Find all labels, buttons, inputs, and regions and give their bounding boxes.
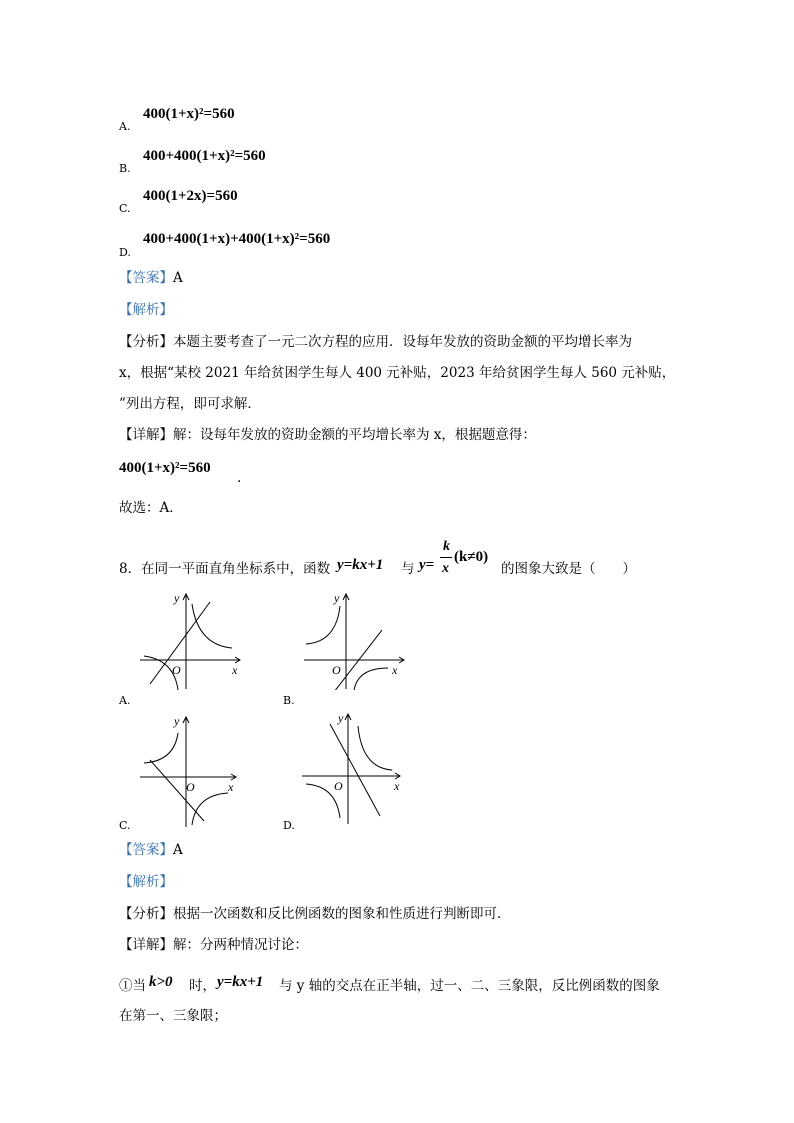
option-b-label: B.: [119, 162, 131, 175]
q7-fenxi-line2: x，根据“某校 2021 年给贫困学生每人 400 元补贴，2023 年给贫困学生每人 560 元补贴，: [119, 365, 676, 381]
answer-value: A: [173, 270, 183, 286]
linear-function-line: [330, 724, 380, 816]
q8-xiangjie-line: [119, 935, 308, 955]
x-axis-label: x: [228, 780, 234, 794]
y-axis-label: y: [334, 591, 340, 605]
hyperbola-branch-q1: [358, 726, 392, 770]
fenxi-tag: 【分析】: [119, 906, 173, 922]
hyperbola-branch-q4: [354, 668, 388, 690]
origin-label: O: [334, 779, 343, 793]
graph-c-label: C.: [119, 819, 131, 832]
fenxi-text: 本题主要考查了一元二次方程的应用．设每年发放的资助金额的平均增长率为: [173, 334, 632, 350]
q7-fenxi-line3: ”列出方程，即可求解．: [119, 396, 261, 412]
xiangjie-text: 解：分两种情况讨论：: [173, 937, 308, 953]
x-axis-label: x: [392, 663, 398, 677]
case1-rest: 与 y 轴的交点在正半轴，过一、二、三象限，反比例函数的图象: [279, 978, 660, 994]
answer-value: A: [173, 842, 183, 858]
origin-label: O: [172, 663, 181, 677]
xiangjie-tag: 【详解】: [119, 427, 173, 443]
x-axis-label: x: [232, 663, 238, 677]
graph-d-label: D.: [283, 819, 295, 832]
q8-func2-den: x: [442, 561, 449, 576]
answer-tag: 【答案】: [119, 270, 173, 286]
analysis-tag: 【解析】: [119, 302, 173, 318]
fraction-bar: [440, 557, 452, 558]
xiangjie-tag: 【详解】: [119, 937, 173, 953]
case1-condition: k>0: [149, 974, 173, 990]
hyperbola-branch-q2: [306, 606, 340, 644]
graph-b: [302, 590, 412, 690]
y-axis-label: y: [174, 715, 180, 728]
q7-conclusion: 故选：A．: [119, 500, 183, 516]
fenxi-text: 根据一次函数和反比例函数的图象和性质进行判断即可．: [173, 906, 511, 922]
q8-func2-num: k: [443, 539, 450, 554]
option-d-label: D.: [119, 246, 131, 259]
case1-prefix: ①当: [119, 978, 146, 994]
graph-d: [302, 712, 412, 827]
q7-xiangjie-line: [119, 425, 536, 445]
graph-a: [140, 590, 250, 690]
q7-solution-period: .: [237, 470, 242, 486]
q8-func2-cond: (k≠0): [454, 549, 489, 565]
fenxi-tag: 【分析】: [119, 334, 173, 350]
q8-func1: y=kx+1: [337, 557, 384, 573]
answer-tag: 【答案】: [119, 842, 173, 858]
analysis-tag: 【解析】: [119, 874, 173, 890]
q7-answer-line: [119, 268, 183, 288]
q8-fenxi-line: [119, 904, 511, 924]
q8-case1-line1: [119, 972, 679, 998]
origin-label: O: [186, 780, 195, 794]
q7-solution-equation: 400(1+x)²=560: [119, 460, 211, 476]
q8-conj: 与: [401, 561, 415, 577]
origin-label: O: [332, 663, 341, 677]
y-axis-label: y: [174, 591, 180, 605]
case1-shi: 时，: [189, 978, 216, 994]
x-axis-label: x: [394, 779, 400, 793]
q8-answer-line: [119, 840, 183, 860]
hyperbola-branch-q1: [192, 604, 232, 648]
option-c-equation: 400(1+2x)=560: [143, 188, 238, 204]
graph-c: [140, 715, 250, 830]
option-a-label: A.: [119, 120, 131, 133]
graph-a-label: A.: [119, 694, 131, 707]
case1-function: y=kx+1: [217, 974, 264, 990]
option-c-label: C.: [119, 202, 131, 215]
option-a-equation: 400(1+x)²=560: [143, 106, 235, 122]
hyperbola-branch-q2: [144, 733, 178, 763]
q7-fenxi-line1: [119, 332, 632, 352]
y-axis-label: y: [338, 712, 344, 725]
q8-stem-prefix: 8．在同一平面直角坐标系中，函数: [119, 561, 331, 577]
xiangjie-text: 解：设每年发放的资助金额的平均增长率为 x，根据题意得：: [173, 427, 536, 443]
q8-func2-lhs: y=: [419, 557, 435, 573]
q8-stem-suffix: 的图象大致是（ ）: [501, 561, 636, 577]
graph-b-label: B.: [283, 694, 295, 707]
hyperbola-branch-q4: [192, 793, 228, 825]
option-b-equation: 400+400(1+x)²=560: [143, 148, 266, 164]
q8-case1-line2: 在第一、三象限；: [119, 1008, 227, 1024]
option-d-equation: 400+400(1+x)+400(1+x)²=560: [143, 231, 331, 247]
